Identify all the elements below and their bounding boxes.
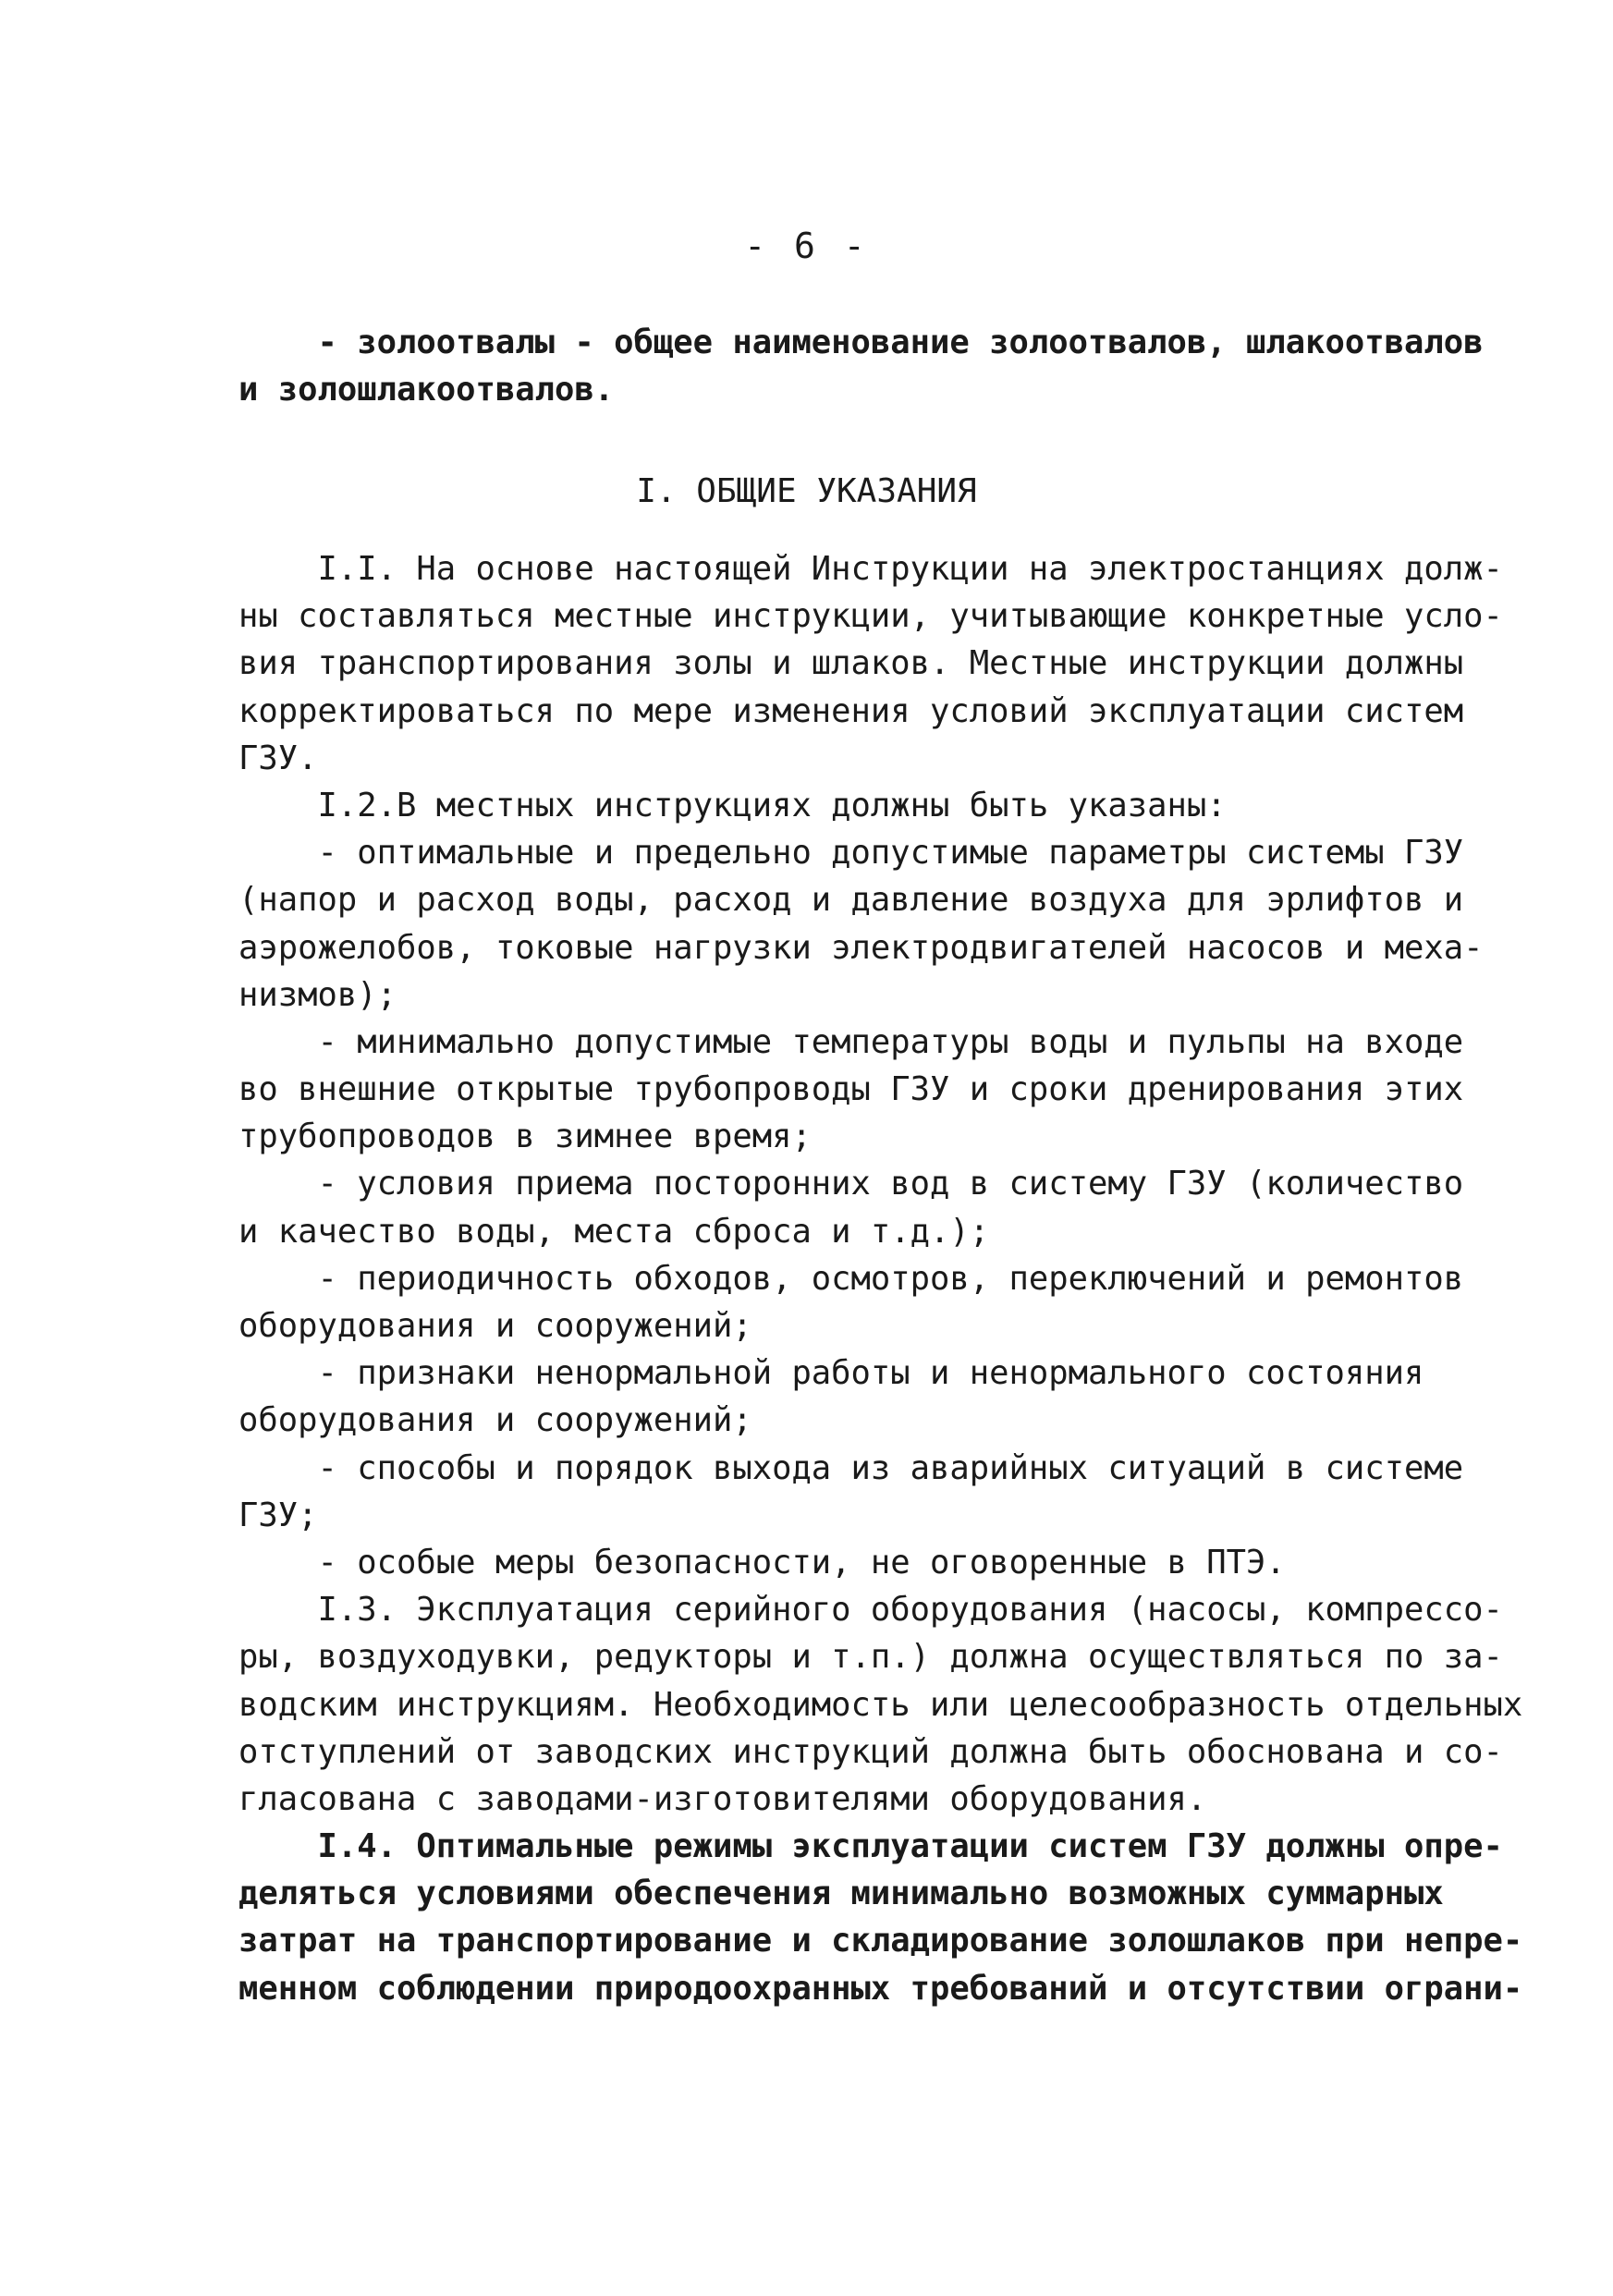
body-line: вия транспортирования золы и шлаков. Местные инструкции должны	[238, 644, 1464, 683]
body-line: деляться условиями обеспечения минимально возможных суммарных	[238, 1875, 1444, 1913]
body-line: - оптимальные и предельно допустимые параметры системы ГЗУ	[238, 834, 1464, 873]
body-line: ГЗУ;	[238, 1496, 318, 1534]
body-line: аэрожелобов, токовые нагрузки электродвигателей насосов и меха-	[238, 928, 1484, 967]
body-line: отступлений от заводских инструкций должна быть обоснована и со-	[238, 1732, 1503, 1771]
body-line: оборудования и сооружений;	[238, 1401, 752, 1440]
body-line: водским инструкциям. Необходимость или целесообразность отдельных	[238, 1685, 1523, 1724]
body-line: во внешние открытые трубопроводы ГЗУ и сроки дренирования этих	[238, 1070, 1464, 1109]
body-line: гласована с заводами-изготовителями оборудования.	[238, 1779, 1207, 1818]
body-line: I.3. Эксплуатация серийного оборудования (насосы, компрессо-	[238, 1591, 1503, 1630]
body-line: I.4. Оптимальные режимы эксплуатации систем ГЗУ должны опре-	[238, 1827, 1503, 1866]
body-line: затрат на транспортирование и складирование золошлаков при непре-	[238, 1922, 1523, 1960]
body-line: трубопроводов в зимнее время;	[238, 1117, 812, 1156]
body-line: и качество воды, места сброса и т.д.);	[238, 1212, 990, 1251]
body-line: - минимально допустимые температуры воды и пульпы на входе	[238, 1022, 1464, 1061]
intro-block	[238, 319, 1523, 413]
body-line: I.2.В местных инструкциях должны быть указаны:	[238, 786, 1227, 824]
intro-line: - золоотвалы - общее наименование золоотвалов, шлакоотвалов	[238, 324, 1484, 361]
body-line: ры, воздуходувки, редукторы и т.п.) должна осуществляться по за-	[238, 1638, 1503, 1677]
body-line: оборудования и сооружений;	[238, 1307, 752, 1345]
body-line: - периодичность обходов, осмотров, переключений и ремонтов	[238, 1259, 1464, 1298]
body-line: менном соблюдении природоохранных требований и отсутствии ограни-	[238, 1969, 1523, 2008]
page-number: - 6 -	[744, 226, 869, 266]
body-line: - признаки ненормальной работы и ненормального состояния	[238, 1354, 1424, 1393]
body-line: ГЗУ.	[238, 739, 318, 777]
body-block	[238, 545, 1523, 2012]
body-line: (напор и расход воды, расход и давление воздуха для эрлифтов и	[238, 881, 1464, 920]
body-line: - условия приема посторонних вод в систему ГЗУ (количество	[238, 1165, 1464, 1203]
body-line: ны составляться местные инструкции, учитывающие конкретные усло-	[238, 597, 1503, 636]
intro-line: и золошлакоотвалов.	[238, 371, 615, 409]
body-line: корректироваться по мере изменения условий эксплуатации систем	[238, 691, 1464, 730]
body-line: - особые меры безопасности, не оговоренные в ПТЭ.	[238, 1543, 1286, 1582]
section-heading: I. ОБЩИЕ УКАЗАНИЯ	[636, 472, 977, 510]
body-line: I.I. На основе настоящей Инструкции на электростанциях долж-	[238, 550, 1503, 588]
body-line: - способы и порядок выхода из аварийных ситуаций в системе	[238, 1448, 1464, 1487]
body-line: низмов);	[238, 975, 397, 1014]
